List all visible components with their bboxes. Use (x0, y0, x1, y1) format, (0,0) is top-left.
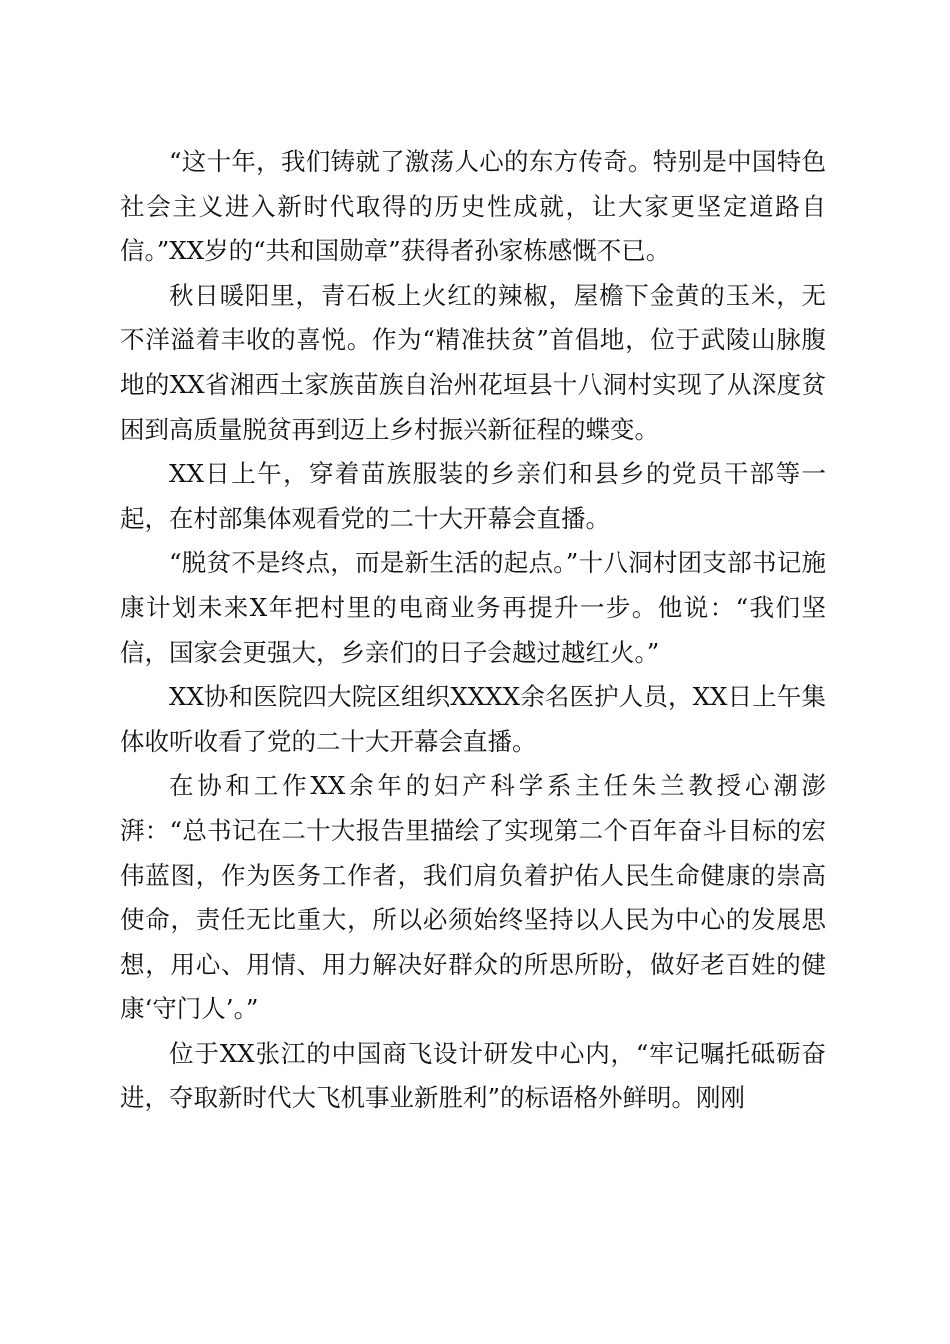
paragraph-2: 秋日暖阳里，青石板上火红的辣椒，屋檐下金黄的玉米，无不洋溢着丰收的喜悦。作为“精准扶贫”首倡地，位于武陵山脉腹地的XX省湘西土家族苗族自治州花垣县十八洞村实现了从深度贫困到高质量脱贫再到迈上乡村振兴新征程的蝶变。 (120, 280, 826, 444)
paragraph-5: XX协和医院四大院区组织XXXX余名医护人员，XX日上午集体收听收看了党的二十大开幕会直播。 (120, 682, 826, 756)
paragraph-6: 在协和工作XX余年的妇产科学系主任朱兰教授心潮澎湃：“总书记在二十大报告里描绘了实现第二个百年奋斗目标的宏伟蓝图，作为医务工作者，我们肩负着护佑人民生命健康的崇高使命，责任无比重大，所以必须始终坚持以人民为中心的发展思想，用心、用情、用力解决好群众的所思所盼，做好老百姓的健康‘守门人’。” (120, 771, 826, 1024)
paragraph-1: “这十年，我们铸就了激荡人心的东方传奇。特别是中国特色社会主义进入新时代取得的历史性成就，让大家更坚定道路自信。”XX岁的“共和国勋章”获得者孙家栋感慨不已。 (120, 147, 826, 266)
paragraph-3: XX日上午，穿着苗族服装的乡亲们和县乡的党员干部等一起，在村部集体观看党的二十大开幕会直播。 (120, 459, 826, 533)
paragraph-7: 位于XX张江的中国商飞设计研发中心内，“牢记嘱托砥砺奋进，夺取新时代大飞机事业新胜利”的标语格外鲜明。刚刚 (120, 1038, 826, 1113)
document-body (120, 140, 826, 1121)
paragraph-4: “脱贫不是终点，而是新生活的起点。”十八洞村团支部书记施康计划未来X年把村里的电商业务再提升一步。他说：“我们坚信，国家会更强大，乡亲们的日子会越过越红火。” (120, 548, 826, 667)
